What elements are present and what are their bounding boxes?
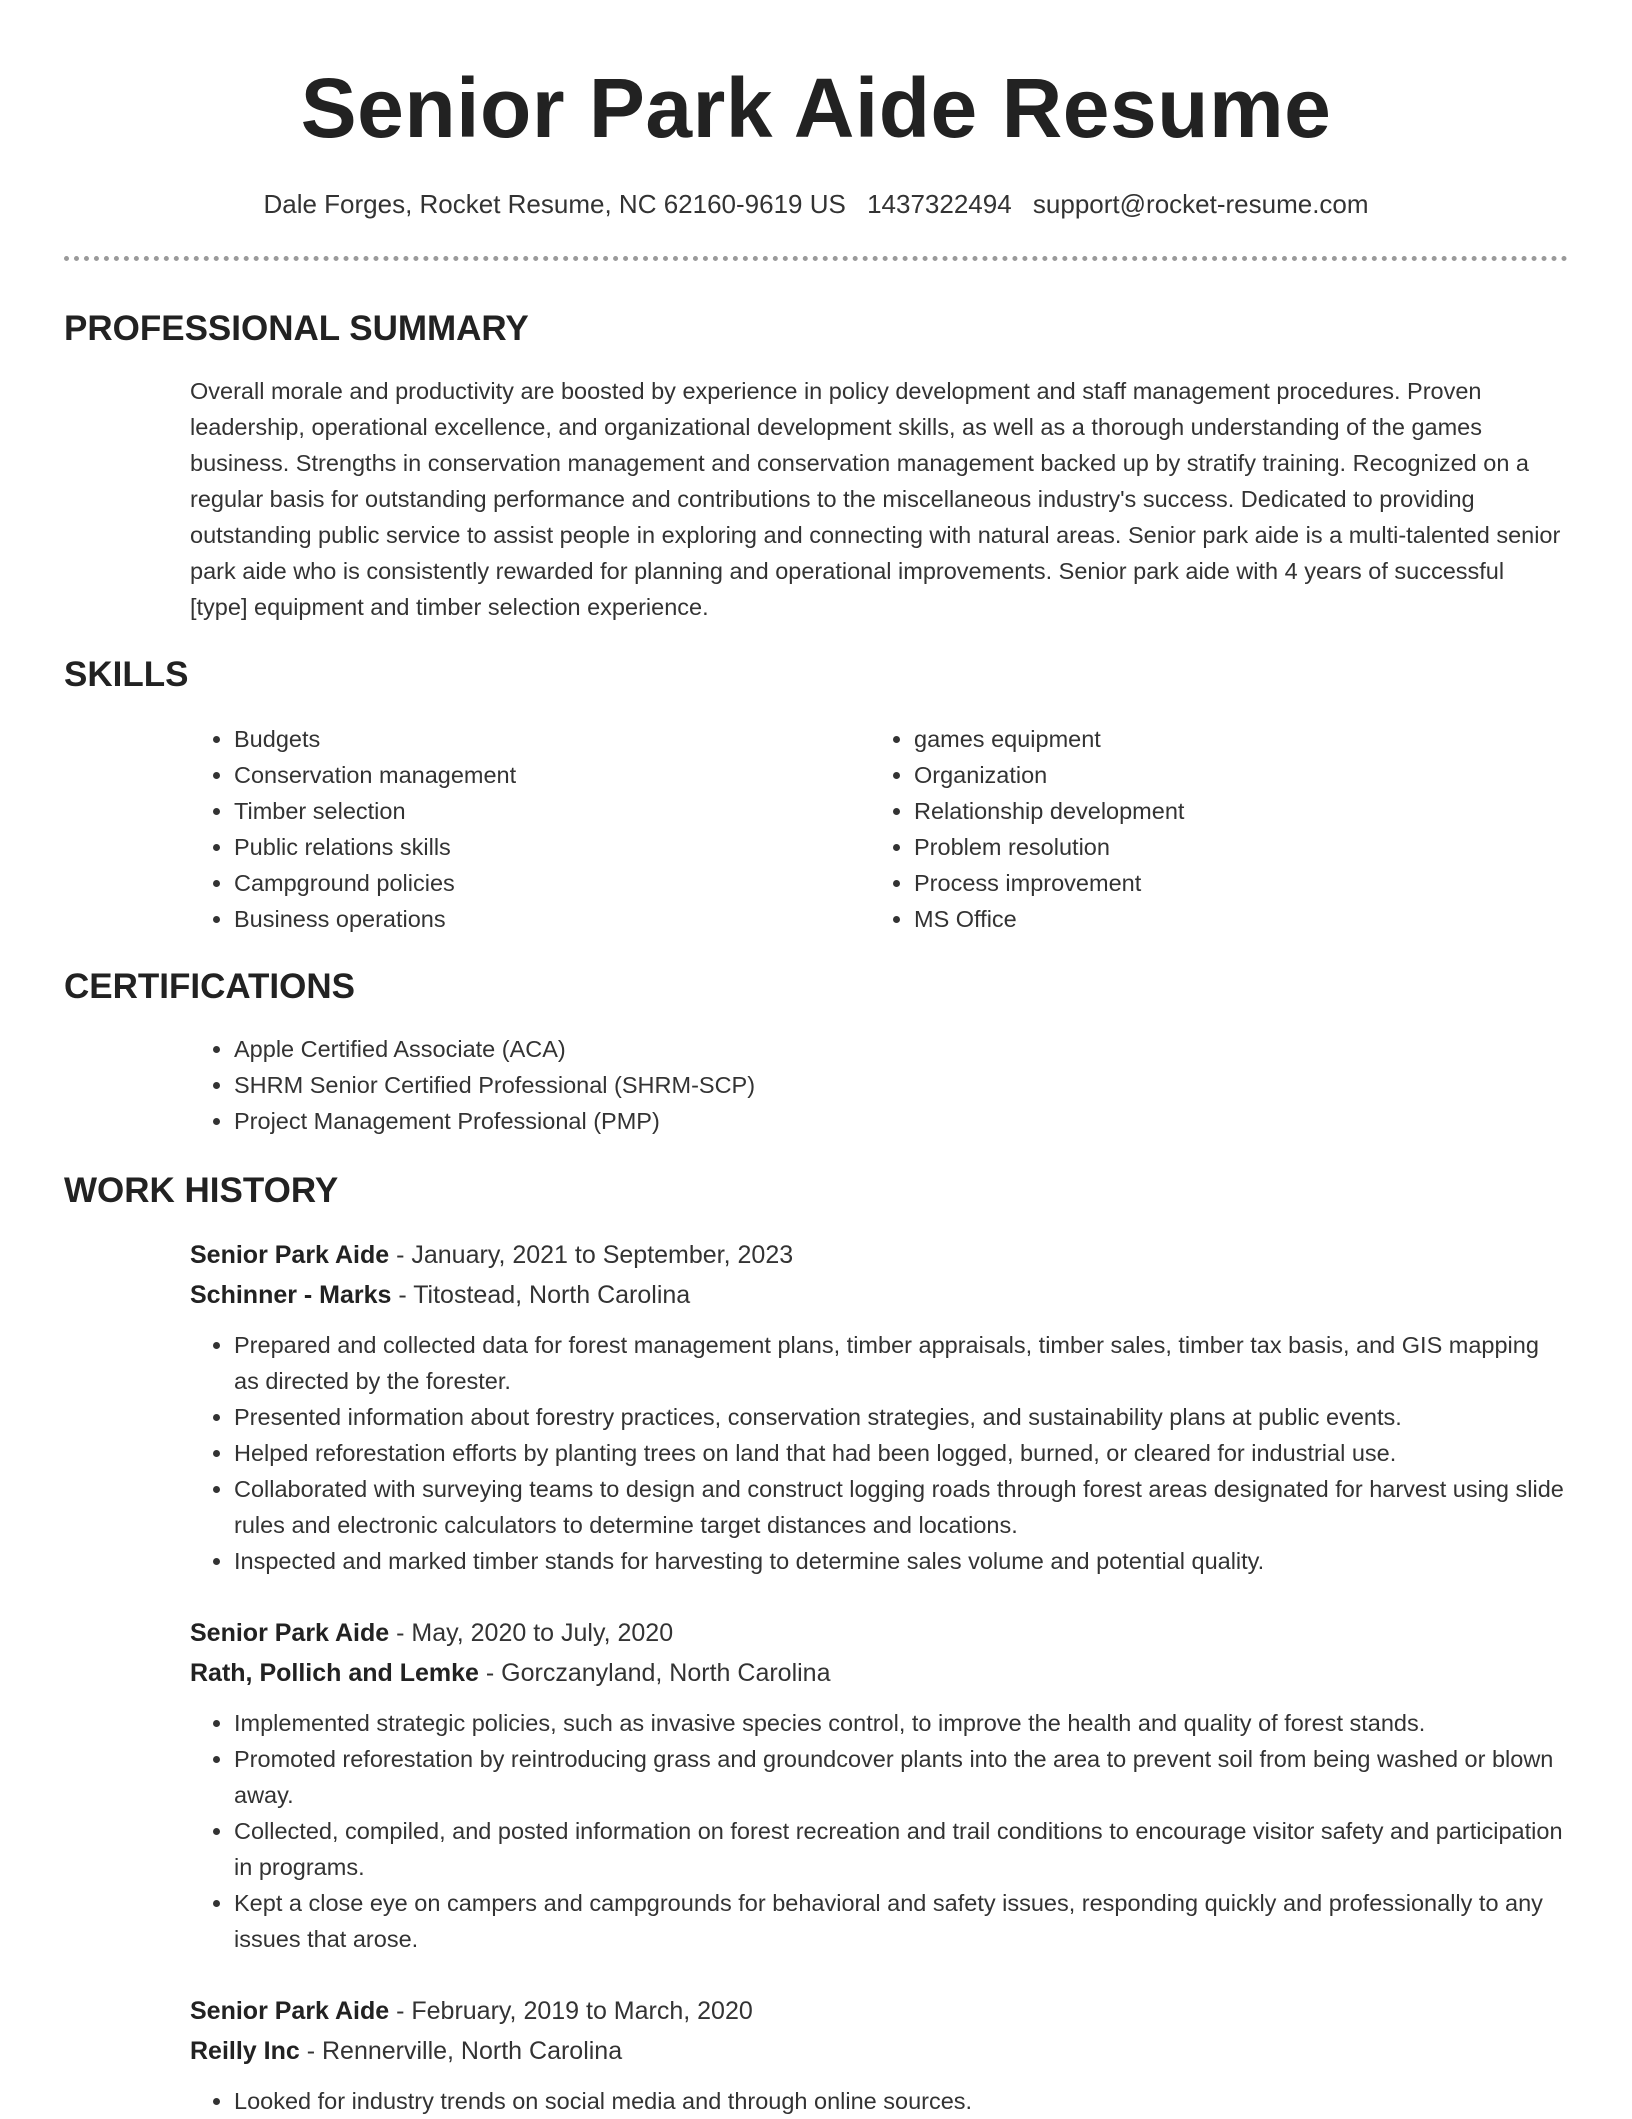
job-bullet: • Collaborated with surveying teams to design and construct logging roads through forest areas designated for harvest using slide rules and electronic calculators to determine target distances and locations. [234,1471,1568,1543]
section-heading-skills: SKILLS [64,655,189,694]
skills-column-left [190,721,870,937]
job-bullet: • Inspected and marked timber stands for harvesting to determine sales volume and potential quality. [234,1543,1568,1579]
job-bullet: • Prepared and collected data for forest management plans, timber appraisals, timber sales, timber tax basis, and GIS mapping as directed by the forester. [234,1327,1568,1399]
job-title: Senior Park Aide [190,1997,390,2025]
skills-section [64,653,1568,937]
certification-item: • Apple Certified Associate (ACA) [234,1031,1568,1067]
contact-info [64,186,1568,222]
job-title-line [190,1613,1568,1653]
skill-item: • Timber selection [234,793,870,829]
job-bullet: • Presented information about forestry practices, conservation strategies, and sustainability plans at public events. [234,1399,1568,1435]
job-title-line [190,1991,1568,2031]
certification-item: • Project Management Professional (PMP) [234,1103,1568,1139]
certification-item: • SHRM Senior Certified Professional (SHRM-SCP) [234,1067,1568,1103]
skills-grid [190,721,1568,937]
job-dates: - February, 2019 to March, 2020 [389,1997,753,2025]
job-bullet: • Promoted reforestation by reintroducing grass and groundcover plants into the area to prevent soil from being washed or blown away. [234,1741,1568,1813]
job-entry [190,1235,1568,1579]
skill-item: • Relationship development [914,793,1550,829]
job-company: Rath, Pollich and Lemke [190,1659,479,1687]
skill-item: • games equipment [914,721,1550,757]
job-bullet: • Looked for industry trends on social media and through online sources. [234,2083,1568,2119]
job-location: - Rennerville, North Carolina [299,2037,623,2065]
job-bullet: • Implemented strategic policies, such as invasive species control, to improve the health and quality of forest stands. [234,1705,1568,1741]
job-company-line [190,2031,1568,2071]
job-entry [190,1991,1568,2119]
job-title: Senior Park Aide [190,1241,390,1269]
skill-item: • Business operations [234,901,870,937]
section-heading-summary: PROFESSIONAL SUMMARY [64,309,529,348]
resume-title: Senior Park Aide Resume [300,61,1332,155]
contact-address: Dale Forges, Rocket Resume, NC 62160-9619 US [263,189,846,219]
job-bullet: • Kept a close eye on campers and campgrounds for behavioral and safety issues, responding quickly and professionally to any issues that arose. [234,1885,1568,1957]
certifications-list [190,1031,1568,1139]
job-dates: - May, 2020 to July, 2020 [389,1619,674,1647]
skill-item: • Campground policies [234,865,870,901]
professional-summary-section [64,307,1568,625]
job-title: Senior Park Aide [190,1619,390,1647]
job-bullet: • Helped reforestation efforts by planting trees on land that had been logged, burned, or cleared for industrial use. [234,1435,1568,1471]
job-company: Schinner - Marks [190,1281,392,1309]
job-company-line [190,1653,1568,1693]
job-dates: - January, 2021 to September, 2023 [389,1241,794,1269]
contact-phone: 1437322494 [867,189,1012,219]
skill-item: • Process improvement [914,865,1550,901]
job-company: Reilly Inc [190,2037,300,2065]
resume-page [64,0,1568,2119]
certifications-section [64,965,1568,1139]
skill-item: • Problem resolution [914,829,1550,865]
contact-email: support@rocket-resume.com [1032,189,1369,219]
work-history-section [64,1169,1568,2119]
header-divider [64,256,1568,261]
summary-text: Overall morale and productivity are boosted by experience in policy development and staff management procedures. Proven leadership, operational excellence, and organizational development skills, as well as a thorough understanding of the games business. Strengths in conservation management and conservation management backed up by stratify training. Recognized on a regular basis for outstanding performance and contributions to the miscellaneous industry's success. Dedicated to providing outstanding public service to assist people in exploring and connecting with natural areas. Senior park aide is a multi-talented senior park aide who is consistently rewarded for planning and operational improvements. Senior park aide with 4 years of successful [type] equipment and timber selection experience. [190,378,1561,620]
skill-item: • Organization [914,757,1550,793]
section-heading-work-history: WORK HISTORY [64,1171,339,1210]
skill-item: • Budgets [234,721,870,757]
job-location: - Gorczanyland, North Carolina [478,1659,831,1687]
job-location: - Titostead, North Carolina [391,1281,691,1309]
skills-column-right [870,721,1550,937]
skill-item: • Conservation management [234,757,870,793]
job-title-line [190,1235,1568,1275]
skill-item: • Public relations skills [234,829,870,865]
section-heading-certifications: CERTIFICATIONS [64,967,356,1006]
job-company-line [190,1275,1568,1315]
job-bullet: • Collected, compiled, and posted information on forest recreation and trail conditions to encourage visitor safety and participation in programs. [234,1813,1568,1885]
job-entry [190,1613,1568,1957]
skill-item: • MS Office [914,901,1550,937]
